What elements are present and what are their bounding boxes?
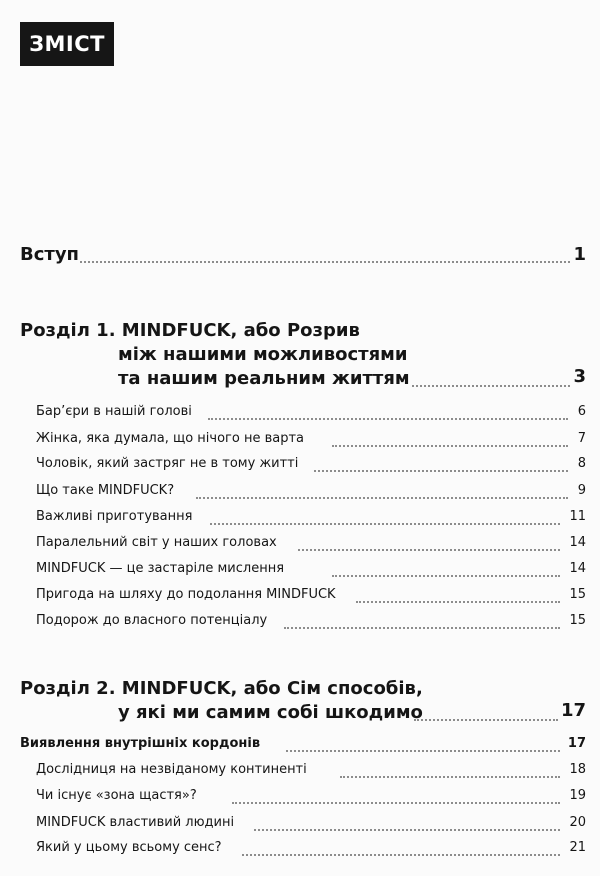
dot-leader [208,418,568,420]
toc-entry-page: 1 [573,244,586,265]
toc-section-page: 9 [577,483,586,498]
toc-section[interactable] [0,561,600,581]
toc-subheading-page: 17 [567,736,586,751]
toc-section[interactable] [0,431,600,451]
toc-entry-title: Вступ [20,244,79,265]
dot-leader [340,776,560,778]
toc-chapter-2[interactable] [0,678,600,726]
chapter-title-line-3: та нашим реальним життям [118,368,410,389]
toc-chapter-1[interactable] [0,320,600,392]
toc-section[interactable] [0,535,600,555]
toc-section-title: Паралельний світ у наших головах [36,535,277,550]
toc-section-page: 8 [577,456,586,471]
toc-section-title: Який у цьому всьому сенс? [36,840,222,855]
toc-section-page: 14 [569,535,586,550]
toc-section-page: 11 [569,509,586,524]
toc-section-title: Жінка, яка думала, що нічого не варта [36,431,305,446]
dot-leader [298,549,560,551]
toc-section-page: 19 [569,788,586,803]
dot-leader [356,601,560,603]
toc-section-page: 21 [569,840,586,855]
toc-section-title: Дослідниця на незвіданому континенті [36,762,307,777]
chapter-title-line-2: між нашими можливостями [118,344,408,365]
toc-section-title: Бар’єри в нашій голові [36,404,192,419]
toc-section[interactable] [0,456,600,476]
toc-section-page: 15 [569,613,586,628]
toc-section-page: 15 [569,587,586,602]
chapter-title-line-2: у які ми самим собі шкодимо [118,702,423,723]
toc-section[interactable] [0,762,600,782]
toc-section[interactable] [0,509,600,529]
toc-section[interactable] [0,840,600,860]
dot-leader [242,854,560,856]
toc-section[interactable] [0,483,600,503]
toc-section-page: 7 [577,431,586,446]
dot-leader [80,261,570,263]
dot-leader [314,470,568,472]
toc-section-title: Чи існує «зона щастя»? [36,788,197,803]
toc-section-title: Що таке MINDFUCK? [36,483,175,498]
toc-entry-intro[interactable] [0,244,600,268]
dot-leader [332,575,560,577]
toc-section-page: 14 [569,561,586,576]
toc-section-title: Пригода на шляху до подолання MINDFUCK [36,587,336,602]
chapter-page: 3 [573,366,586,387]
chapter-title-line-1: Розділ 2. MINDFUCK, або Сім способів, [20,678,423,699]
dot-leader [232,802,560,804]
toc-section[interactable] [0,587,600,607]
dot-leader [210,523,560,525]
dot-leader [196,497,568,499]
toc-section[interactable] [0,788,600,808]
dot-leader [412,385,570,387]
toc-section[interactable] [0,815,600,835]
dot-leader [254,829,560,831]
toc-section-title: MINDFUCK — це застаріле мислення [36,561,285,576]
page-heading: ЗМІСТ [20,22,114,66]
chapter-page: 17 [560,700,586,721]
toc-section-title: Подорож до власного потенціалу [36,613,268,628]
toc-section-title: MINDFUCK властивий людині [36,815,235,830]
toc-section-title: Важливі приготування [36,509,193,524]
dot-leader [286,750,560,752]
dot-leader [284,627,560,629]
toc-section[interactable] [0,613,600,633]
toc-subheading-title: Виявлення внутрішніх кордонів [20,736,261,751]
toc-section-page: 18 [569,762,586,777]
chapter-title-line-1: Розділ 1. MINDFUCK, або Розрив [20,320,360,341]
toc-section-page: 6 [577,404,586,419]
toc-section-page: 20 [569,815,586,830]
toc-subheading[interactable] [0,736,600,756]
dot-leader [332,445,568,447]
dot-leader [414,719,558,721]
toc-section-title: Чоловік, який застряг не в тому житті [36,456,299,471]
toc-section[interactable] [0,404,600,424]
